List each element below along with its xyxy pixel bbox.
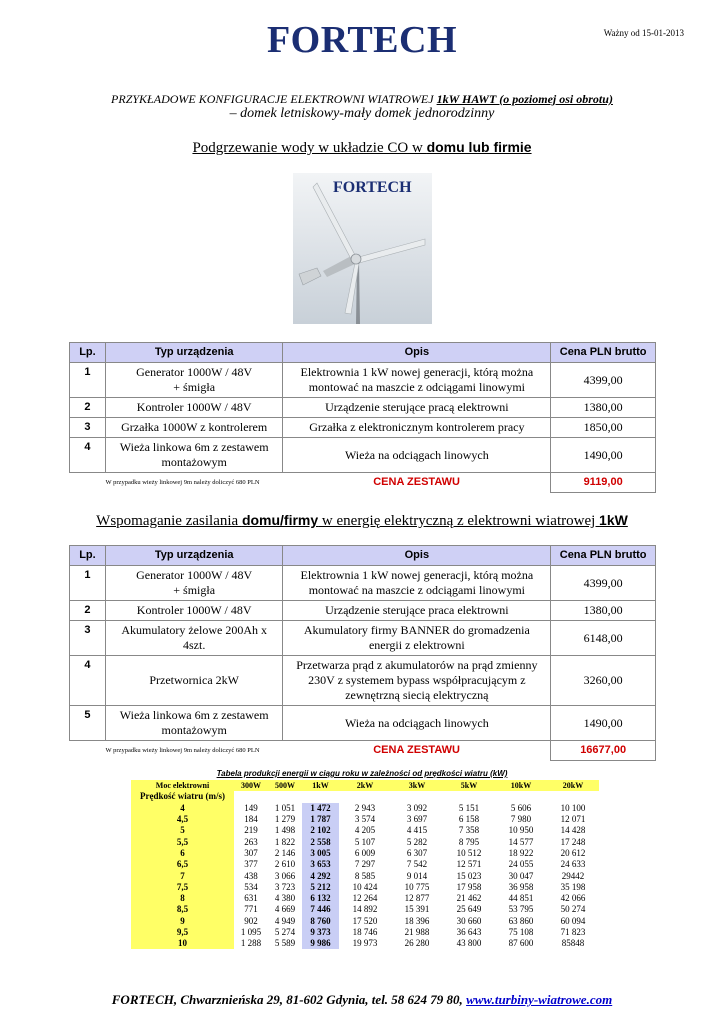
energy-value: 3 092 [406, 802, 428, 813]
wind-speed: 8 [131, 893, 234, 904]
energy-value: 10 512 [456, 847, 482, 858]
intro-line-2: – domek letniskowy-mały domek jednorodzinny [229, 106, 495, 121]
table-row [131, 848, 599, 859]
section-heating-text: Podgrzewanie wody w układzie CO w [192, 140, 427, 156]
intro-line-1 [0, 92, 724, 107]
energy-value: 3 005 [302, 848, 339, 859]
total-label: CENA ZESTAWU [373, 744, 460, 757]
energy-value: 12 877 [404, 893, 430, 904]
production-table [131, 780, 599, 949]
energy-value: 12 571 [456, 859, 482, 870]
energy-value: 14 428 [560, 825, 586, 836]
energy-value: 85848 [561, 938, 585, 949]
row-type: Grzałka 1000W z kontrolerem [105, 418, 283, 438]
row-type: Przetwornica 2kW [105, 656, 283, 706]
energy-value: 10 775 [404, 881, 430, 892]
energy-value: 771 [244, 904, 258, 915]
energy-value: 1 051 [274, 802, 296, 813]
wind-speed: 10 [131, 938, 234, 949]
row-lp: 2 [70, 601, 106, 621]
section-power-title [0, 512, 724, 530]
energy-value: 24 055 [508, 859, 534, 870]
energy-value: 71 823 [560, 927, 586, 937]
energy-value: 6 132 [302, 893, 339, 904]
energy-value: 9 986 [302, 938, 339, 949]
row-type: Wieża linkowa 6m z zestawem montażowym [105, 706, 283, 741]
wind-speed: 5,5 [131, 836, 234, 847]
energy-value: 7 980 [510, 814, 532, 825]
table-row [131, 859, 599, 870]
production-header-row [131, 780, 599, 791]
header-price: Cena PLN brutto [551, 343, 656, 363]
energy-value: 4 205 [354, 825, 376, 836]
energy-value: 3 723 [274, 881, 296, 892]
table-row [70, 363, 656, 398]
table-row [70, 418, 656, 438]
section-power-bold-2: 1kW [599, 512, 628, 528]
row-price: 1380,00 [551, 601, 656, 621]
row-price: 1380,00 [551, 398, 656, 418]
energy-value: 6 158 [458, 814, 480, 825]
energy-value: 36 958 [508, 881, 534, 892]
energy-value: 30 660 [456, 915, 482, 926]
table-row [131, 893, 599, 904]
energy-value: 10 100 [560, 802, 586, 813]
wind-speed: 7,5 [131, 882, 234, 893]
table-row [131, 882, 599, 893]
energy-value: 149 [244, 802, 258, 813]
row-desc: Elektrownia 1 kW nowej generacji, którą można montować na maszcie z odciągami linowymi [283, 566, 551, 601]
power-300w: 300W [234, 780, 268, 791]
intro-text: PRZYKŁADOWE KONFIGURACJE ELEKTROWNI WIATROWEJ [111, 92, 437, 106]
energy-value: 15 391 [404, 904, 430, 915]
total-label: CENA ZESTAWU [373, 476, 460, 489]
table-row [131, 904, 599, 915]
energy-value: 1 095 [240, 927, 262, 937]
energy-value: 4 415 [406, 825, 428, 836]
energy-value: 12 071 [560, 814, 586, 825]
energy-value: 184 [244, 814, 258, 825]
energy-value: 25 649 [456, 904, 482, 915]
row-desc: Urządzenie sterujące praca elektrowni [283, 601, 551, 621]
power-1kw: 1kW [302, 780, 339, 791]
speed-label-row [131, 791, 599, 802]
energy-value: 12 264 [352, 893, 378, 904]
row-desc: Akumulatory firmy BANNER do gromadzenia energii z elektrowni [283, 621, 551, 656]
energy-value: 5 151 [458, 802, 480, 813]
wind-speed: 6 [131, 848, 234, 859]
energy-value: 2 610 [274, 859, 296, 870]
total-price: 9119,00 [551, 473, 656, 493]
energy-value: 29442 [561, 870, 585, 881]
wind-speed: 4 [131, 803, 234, 814]
energy-value: 18 396 [404, 915, 430, 926]
power-5kw: 5kW [443, 780, 495, 791]
row-type: Akumulatory żelowe 200Ah x 4szt. [105, 621, 283, 656]
energy-value: 2 146 [274, 847, 296, 858]
energy-value: 5 274 [274, 927, 296, 937]
energy-value: 9 373 [302, 927, 339, 938]
table-row [131, 870, 599, 881]
energy-value: 30 047 [508, 870, 534, 881]
row-type: Kontroler 1000W / 48V [105, 601, 283, 621]
table-header-row [70, 343, 656, 363]
header-type: Typ urządzenia [105, 546, 283, 566]
section-power-bold: domu/firmy [241, 512, 319, 528]
row-price: 1490,00 [551, 706, 656, 741]
energy-value: 9 014 [406, 870, 428, 881]
energy-value: 75 108 [508, 927, 534, 937]
energy-value: 307 [244, 847, 258, 858]
section-heating-title [0, 139, 724, 157]
row-price: 4399,00 [551, 363, 656, 398]
table-row [131, 836, 599, 847]
table-row [70, 601, 656, 621]
energy-value: 631 [244, 893, 258, 904]
energy-value: 17 958 [456, 881, 482, 892]
row-desc: Elektrownia 1 kW nowej generacji, którą można montować na maszcie z odciągami linowymi [283, 363, 551, 398]
wind-speed: 8,5 [131, 904, 234, 915]
wind-turbine-photo [293, 173, 432, 324]
energy-value: 4 949 [274, 915, 296, 926]
section-power-text: Wspomaganie zasilania [96, 513, 242, 529]
footer-address: FORTECH, Chwarznieńska 29, 81-602 Gdynia, tel. 58 624 79 80, [111, 992, 467, 1007]
energy-value: 63 860 [508, 915, 534, 926]
energy-value: 24 633 [560, 859, 586, 870]
energy-value: 1 472 [302, 803, 339, 814]
row-price: 1850,00 [551, 418, 656, 438]
row-lp: 3 [70, 418, 106, 438]
power-header-label: Moc elektrowni [131, 780, 234, 791]
row-price: 3260,00 [551, 656, 656, 706]
energy-value: 7 446 [302, 904, 339, 915]
energy-value: 2 943 [354, 802, 376, 813]
energy-value: 5 282 [406, 836, 428, 847]
energy-value: 60 094 [560, 915, 586, 926]
energy-value: 15 023 [456, 870, 482, 881]
energy-value: 42 066 [560, 893, 586, 904]
energy-value: 43 800 [456, 938, 482, 949]
table-row [131, 927, 599, 938]
energy-value: 20 612 [560, 847, 586, 858]
total-row [70, 741, 656, 761]
energy-value: 19 973 [352, 938, 378, 949]
energy-value: 7 542 [406, 859, 428, 870]
tower-note: W przypadku wieży linkowej 9m należy doliczyć 680 PLN [105, 747, 260, 754]
energy-value: 6 009 [354, 847, 376, 858]
energy-value: 18 746 [352, 927, 378, 937]
energy-value: 5 606 [510, 802, 532, 813]
row-lp: 5 [70, 706, 106, 741]
energy-value: 21 988 [404, 927, 430, 937]
wind-speed: 7 [131, 870, 234, 881]
header-desc: Opis [283, 343, 551, 363]
speed-label: Prędkość wiatru (m/s) [131, 791, 234, 802]
energy-value: 44 851 [508, 893, 534, 904]
energy-value: 1 288 [240, 938, 262, 949]
config-table-heating [69, 342, 656, 493]
power-20kw: 20kW [547, 780, 599, 791]
row-lp: 4 [70, 438, 106, 473]
energy-value: 87 600 [508, 938, 534, 949]
energy-value: 7 297 [354, 859, 376, 870]
footer-website-link[interactable]: www.turbiny-wiatrowe.com [466, 992, 613, 1007]
energy-value: 8 585 [354, 870, 376, 881]
energy-value: 53 795 [508, 904, 534, 915]
energy-value: 534 [244, 881, 258, 892]
table-row [131, 916, 599, 927]
energy-value: 3 653 [302, 859, 339, 870]
energy-value: 1 498 [274, 825, 296, 836]
row-lp: 3 [70, 621, 106, 656]
energy-value: 2 102 [302, 825, 339, 836]
energy-value: 10 950 [508, 825, 534, 836]
energy-value: 4 292 [302, 870, 339, 881]
energy-value: 26 280 [404, 938, 430, 949]
row-price: 4399,00 [551, 566, 656, 601]
section-heating-bold: domu lub firmie [426, 139, 532, 155]
table-header-row [70, 546, 656, 566]
energy-value: 18 922 [508, 847, 534, 858]
intro-model: 1kW HAWT (o poziomej osi obrotu) [436, 92, 613, 106]
row-price: 6148,00 [551, 621, 656, 656]
energy-value: 14 892 [352, 904, 378, 915]
table-row [131, 814, 599, 825]
header-lp: Lp. [70, 343, 106, 363]
row-desc: Przetwarza prąd z akumulatorów na prąd zmienny 230V z systemem bypass współpracującym z zewnętrzną siecią elektryczną [283, 656, 551, 706]
row-desc: Urządzenie sterujące pracą elektrowni [283, 398, 551, 418]
energy-value: 3 066 [274, 870, 296, 881]
row-lp: 2 [70, 398, 106, 418]
table-row [70, 656, 656, 706]
wind-speed: 5 [131, 825, 234, 836]
footer [0, 992, 724, 1008]
energy-value: 3 697 [406, 814, 428, 825]
section-power-text-2: w energię elektryczną z elektrowni wiatrowej [318, 513, 600, 529]
wind-speed: 4,5 [131, 814, 234, 825]
table-row [131, 803, 599, 814]
energy-value: 21 462 [456, 893, 482, 904]
row-desc: Grzałka z elektronicznym kontrolerem pracy [283, 418, 551, 438]
row-lp: 1 [70, 566, 106, 601]
energy-value: 8 795 [458, 836, 480, 847]
config-table-power [69, 545, 656, 761]
table-row [70, 438, 656, 473]
energy-value: 438 [244, 870, 258, 881]
table-row [70, 566, 656, 601]
wind-speed: 9 [131, 916, 234, 927]
energy-value: 5 589 [274, 938, 296, 949]
energy-value: 1 822 [274, 836, 296, 847]
total-price: 16677,00 [551, 741, 656, 761]
table-row [70, 398, 656, 418]
row-desc: Wieża na odciągach linowych [283, 438, 551, 473]
row-type: Wieża linkowa 6m z zestawem montażowym [105, 438, 283, 473]
energy-value: 902 [244, 915, 258, 926]
row-type: Kontroler 1000W / 48V [105, 398, 283, 418]
energy-value: 2 558 [302, 836, 339, 847]
row-lp: 4 [70, 656, 106, 706]
energy-value: 3 574 [354, 814, 376, 825]
photo-logo-text: FORTECH [333, 179, 412, 196]
total-row [70, 473, 656, 493]
row-price: 1490,00 [551, 438, 656, 473]
power-500w: 500W [268, 780, 302, 791]
header-type: Typ urządzenia [105, 343, 283, 363]
power-2kw: 2kW [339, 780, 391, 791]
energy-value: 7 358 [458, 825, 480, 836]
tower-note: W przypadku wieży linkowej 9m należy doliczyć 680 PLN [105, 479, 260, 486]
energy-value: 1 279 [274, 814, 296, 825]
energy-value: 8 760 [302, 916, 339, 927]
energy-value: 10 424 [352, 881, 378, 892]
production-table-title: Tabela produkcji energii w ciągu roku w zależności od prędkości wiatru (kW) [216, 769, 508, 778]
energy-value: 5 212 [302, 882, 339, 893]
valid-from-date: Ważny od 15-01-2013 [603, 28, 684, 38]
energy-value: 219 [244, 825, 258, 836]
power-3kw: 3kW [391, 780, 443, 791]
energy-value: 5 107 [354, 836, 376, 847]
energy-value: 1 787 [302, 814, 339, 825]
company-logo: FORTECH [266, 19, 458, 61]
energy-value: 35 198 [560, 881, 586, 892]
header-lp: Lp. [70, 546, 106, 566]
table-row [70, 621, 656, 656]
energy-value: 4 380 [274, 893, 296, 904]
table-row [131, 938, 599, 949]
wind-speed: 6,5 [131, 859, 234, 870]
energy-value: 36 643 [456, 927, 482, 937]
power-10kw: 10kW [495, 780, 547, 791]
energy-value: 50 274 [560, 904, 586, 915]
energy-value: 263 [244, 836, 258, 847]
row-desc: Wieża na odciągach linowych [283, 706, 551, 741]
energy-value: 17 520 [352, 915, 378, 926]
row-type: Generator 1000W / 48V + śmigła [105, 566, 283, 601]
header-price: Cena PLN brutto [551, 546, 656, 566]
row-lp: 1 [70, 363, 106, 398]
energy-value: 17 248 [560, 836, 586, 847]
header-desc: Opis [283, 546, 551, 566]
table-row [131, 825, 599, 836]
table-row [70, 706, 656, 741]
energy-value: 377 [244, 859, 258, 870]
energy-value: 4 669 [274, 904, 296, 915]
energy-value: 6 307 [406, 847, 428, 858]
row-type: Generator 1000W / 48V + śmigła [105, 363, 283, 398]
wind-speed: 9,5 [131, 927, 234, 938]
energy-value: 14 577 [508, 836, 534, 847]
